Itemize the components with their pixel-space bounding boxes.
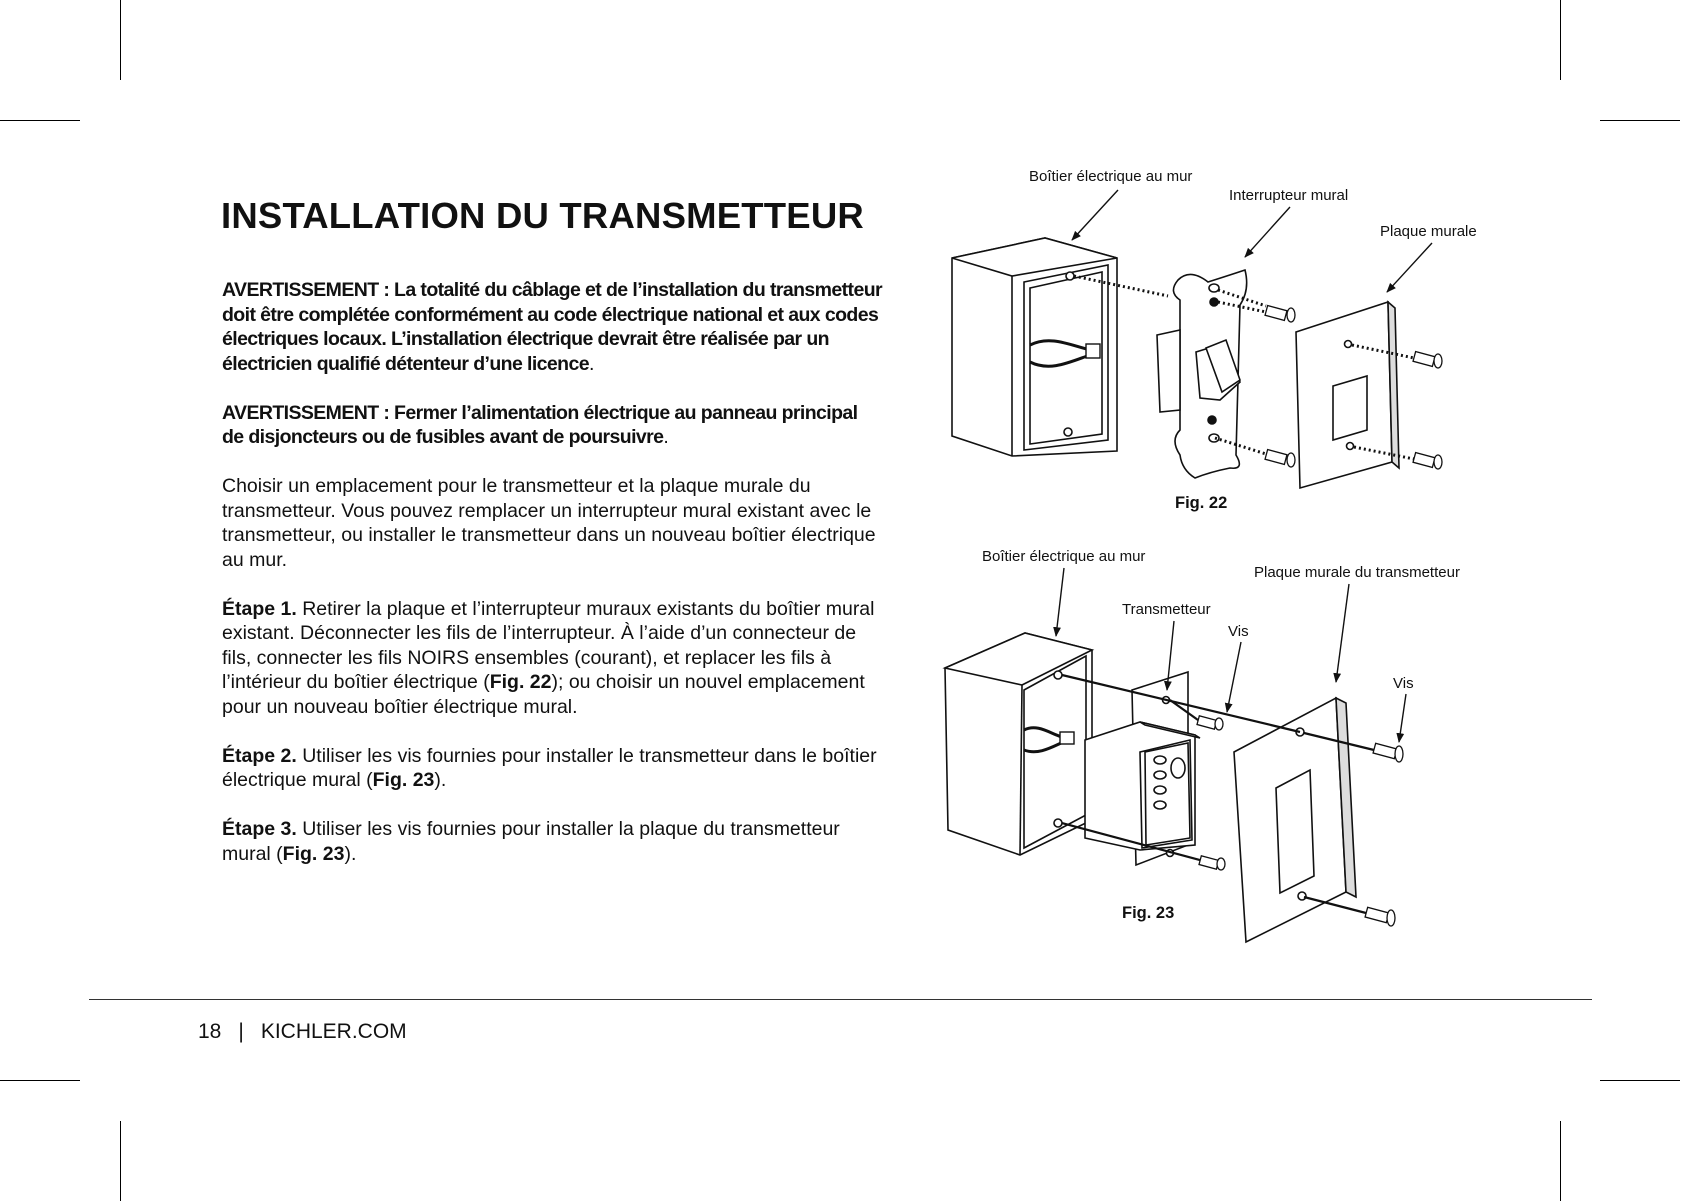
fig22-wall-switch bbox=[1157, 270, 1247, 478]
fig22-diagram bbox=[952, 190, 1442, 488]
step-1-label: Étape 1. bbox=[222, 597, 297, 620]
fig23-label-screw: Vis bbox=[1393, 675, 1414, 692]
warning-power: AVERTISSEMENT : Fermer l’alimentation électrique au panneau principal de disjoncteurs ou de fusibles avant de poursuivre. bbox=[222, 401, 858, 448]
step-2: Étape 2. Utiliser les vis fournies pour installer le transmetteur dans le boîtier électrique mural (Fig. 23). bbox=[222, 744, 877, 791]
step-3: Étape 3. Utiliser les vis fournies pour installer la plaque du transmetteur mural (Fig. 23). bbox=[222, 818, 840, 865]
fig23-label-transmitter: Transmetteur bbox=[1122, 601, 1211, 618]
step-1: Étape 1. Retirer la plaque et l’interrupteur muraux existants du boîtier mural existant. Déconnecter les fils de l’interrupteur. À l’aide d’un connecteur de fils, connecter les fils NOIRS ensembles (courant), et replacer les fils à l’intérieur du boîtier électrique (Fig. 22); ou choisir un nouvel emplacement pour un nouveau boîtier électrique mural. bbox=[222, 597, 875, 718]
fig22-label-switch: Interrupteur mural bbox=[1229, 187, 1349, 204]
fig23-label-box: Boîtier électrique au mur bbox=[982, 548, 1146, 565]
fig23-label-screw: Vis bbox=[1228, 623, 1249, 640]
page-number: 18 bbox=[198, 1020, 222, 1043]
fig22-electrical-box bbox=[952, 238, 1117, 456]
footer-divider bbox=[89, 999, 1592, 1000]
fig23-transmitter bbox=[1085, 672, 1200, 865]
footer bbox=[198, 1020, 407, 1044]
intro-paragraph: Choisir un emplacement pour le transmetteur et la plaque murale du transmetteur. Vous pouvez remplacer un interrupteur mural existant avec le transmetteur, ou installer le transmetteur dans un nouveau boîtier électrique au mur. bbox=[222, 475, 876, 571]
fig23-label-plate: Plaque murale du transmetteur bbox=[1254, 564, 1460, 581]
warning-wiring: AVERTISSEMENT : La totalité du câblage et de l’installation du transmetteur doit être complétée conformément au code électrique national et aux codes électriques locaux. L’installation électrique devrait être réalisée par un électricien qualifié détenteur d’une licence. bbox=[222, 279, 882, 375]
fig22-caption: Fig. 22 bbox=[1175, 494, 1228, 512]
fig22-wall-plate bbox=[1296, 302, 1399, 488]
fig-ref: Fig. 23 bbox=[282, 842, 345, 865]
page-title: INSTALLATION DU TRANSMETTEUR bbox=[221, 195, 864, 236]
fig-ref: Fig. 23 bbox=[372, 769, 435, 791]
footer-site: KICHLER.COM bbox=[260, 1020, 407, 1043]
footer-separator: | bbox=[238, 1020, 244, 1043]
fig23-caption: Fig. 23 bbox=[1122, 904, 1175, 922]
step-3-label: Étape 3. bbox=[222, 818, 297, 840]
fig23-diagram bbox=[945, 568, 1406, 942]
fig-ref: Fig. 22 bbox=[489, 671, 552, 693]
fig23-electrical-box bbox=[945, 633, 1092, 855]
fig22-leader-lines bbox=[1072, 190, 1432, 292]
fig22-label-plate: Plaque murale bbox=[1380, 223, 1477, 240]
step-2-label: Étape 2. bbox=[222, 744, 297, 767]
fig22-label-box: Boîtier électrique au mur bbox=[1029, 168, 1193, 185]
